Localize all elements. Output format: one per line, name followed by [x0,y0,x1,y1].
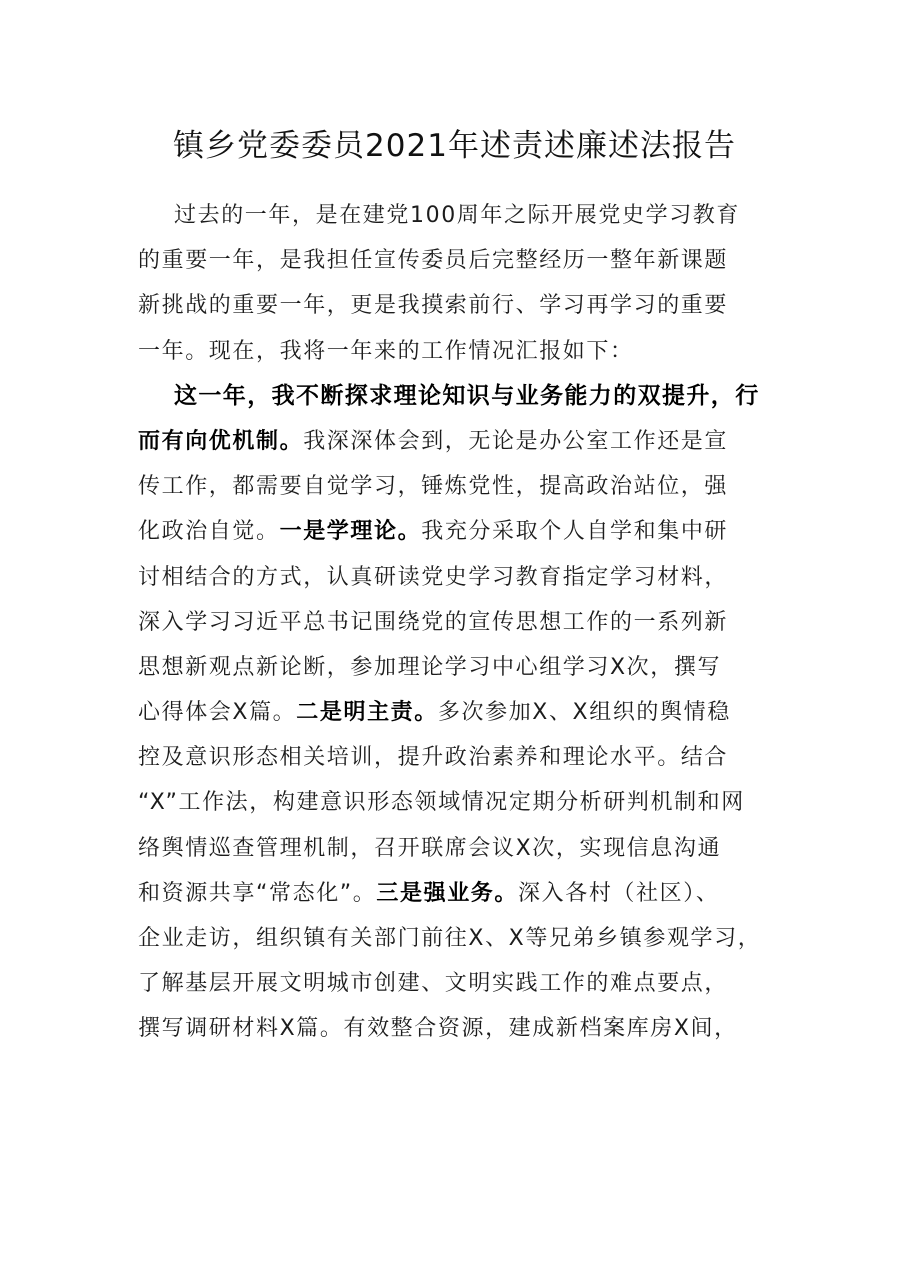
text-line [138,871,778,916]
text-line [138,961,778,1006]
bold-text-run: 而有向优机制。 [138,428,304,454]
text-line [138,780,778,825]
text-line [138,600,778,645]
text-line [138,283,778,328]
text-line [138,509,778,554]
text-line [138,690,778,735]
text-run: 传工作，都需要自觉学习，锤炼党性，提高政治站位，强 [138,474,729,500]
text-run: 了解基层开展文明城市创建、文明实践工作的难点要点， [138,971,729,997]
text-line [138,1006,778,1051]
document-title: 镇乡党委委员2021年述责述廉述法报告 [173,128,736,164]
bold-text-run: 这一年，我不断探求理论知识与业务能力的双提升，行 [174,382,760,409]
text-run: 撰写调研材料X篇。有效整合资源，建成新档案库房X间， [138,1016,738,1042]
text-line [138,238,778,283]
text-line [138,826,778,871]
text-run: 一年。现在，我将一年来的工作情况汇报如下： [138,338,634,364]
text-run: 新挑战的重要一年，更是我摸索前行、学习再学习的重要 [138,293,729,319]
text-run: 我深深体会到，无论是办公室工作还是宣 [303,428,729,454]
text-run: 心得体会X篇。 [138,700,297,726]
text-run: 过去的一年，是在建党100周年之际开展党史学习教育 [174,203,740,228]
text-line [138,555,778,600]
text-line [138,464,778,509]
text-run: 我充分采取个人自学和集中研 [421,519,729,545]
bold-text-run: 一是学理论。 [279,519,422,545]
text-run: 多次参加X、X组织的舆情稳 [437,700,731,726]
text-run: 企业走访，组织镇有关部门前往X、X等兄弟乡镇参观学习， [138,926,762,951]
text-run: 络舆情巡查管理机制，召开联席会议X次，实现信息沟通 [138,835,722,861]
bold-text-run: 三是强业务。 [376,880,519,906]
text-line [138,419,778,464]
text-line [138,374,778,419]
text-line [138,735,778,780]
text-run: 深入各村（社区）、 [518,880,720,906]
text-run: 深入学习习近平总书记围绕党的宣传思想工作的一系列新 [138,609,729,635]
text-run: 讨相结合的方式，认真研读党史学习教育指定学习材料， [138,564,729,590]
text-run: “X”工作法，构建意识形态领域情况定期分析研判机制和网 [138,790,745,816]
text-run: 的重要一年，是我担任宣传委员后完整经历一整年新课题 [138,248,729,274]
text-line [138,193,778,238]
text-line [138,329,778,374]
bold-text-run: 二是明主责。 [296,700,438,726]
text-run: 和资源共享“常态化”。 [138,880,377,906]
text-run: 化政治自觉。 [138,519,280,545]
text-line [138,645,778,690]
document-body [138,193,778,1052]
text-run: 思想新观点新论断，参加理论学习中心组学习X次，撰写 [138,654,722,680]
text-run: 控及意识形态相关培训，提升政治素养和理论水平。结合 [138,745,729,771]
text-line [138,916,778,961]
